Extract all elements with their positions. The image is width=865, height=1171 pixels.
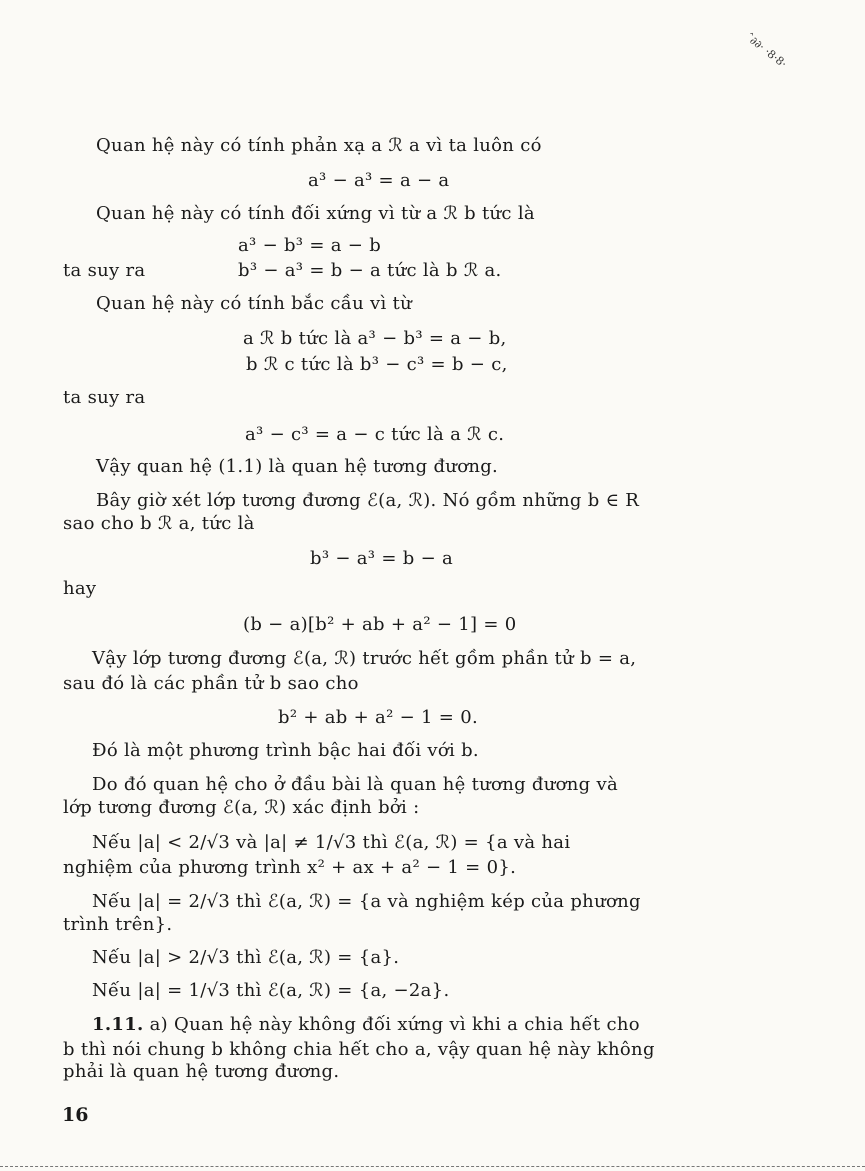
- corner-mark: ˆ∂∂· ·8·8·: [743, 30, 790, 71]
- text-line: Quan hệ này có tính bắc cầu vì từ: [96, 293, 412, 314]
- text-line: [92, 1014, 640, 1035]
- equation-line: a³ − a³ = a − a: [308, 170, 450, 191]
- text-line: Vậy lớp tương đương ℰ(a, ℛ) trước hết gồm phần tử b = a,: [92, 648, 637, 669]
- text-line: Nếu |a| < 2/√3 và |a| ≠ 1/√3 thì ℰ(a, ℛ) = {a và hai: [92, 832, 571, 853]
- page-number: 16: [62, 1104, 89, 1126]
- equation-line: b³ − a³ = b − a tức là b ℛ a.: [238, 260, 502, 281]
- page-edge-rule: [0, 1166, 865, 1167]
- text-line: nghiệm của phương trình x² + ax + a² − 1 = 0}.: [63, 857, 517, 878]
- equation-line: a³ − b³ = a − b: [238, 235, 382, 256]
- equation-line: a ℛ b tức là a³ − b³ = a − b,: [243, 328, 507, 349]
- equation-line: b³ − a³ = b − a: [310, 548, 454, 569]
- text-line: Quan hệ này có tính phản xạ a ℛ a vì ta luôn có: [96, 135, 542, 156]
- text-line: phải là quan hệ tương đương.: [63, 1061, 340, 1082]
- text-line: trình trên}.: [63, 914, 173, 935]
- text-line: hay: [63, 578, 97, 599]
- equation-line: b² + ab + a² − 1 = 0.: [278, 707, 478, 728]
- text-line: Do đó quan hệ cho ở đầu bài là quan hệ tương đương và: [92, 774, 619, 795]
- text-line: Bây giờ xét lớp tương đương ℰ(a, ℛ). Nó gồm những b ∈ R: [96, 490, 640, 511]
- text-line: sao cho b ℛ a, tức là: [63, 513, 255, 534]
- equation-line: a³ − c³ = a − c tức là a ℛ c.: [245, 424, 505, 445]
- text-line: Nếu |a| > 2/√3 thì ℰ(a, ℛ) = {a}.: [92, 947, 400, 968]
- text-fragment: a) Quan hệ này không đối xứng vì khi a chia hết cho: [149, 1014, 640, 1035]
- text-line: Quan hệ này có tính đối xứng vì từ a ℛ b tức là: [96, 203, 535, 224]
- text-line: Đó là một phương trình bậc hai đối với b.: [92, 740, 479, 761]
- equation-line: (b − a)[b² + ab + a² − 1] = 0: [243, 614, 517, 635]
- text-line: Nếu |a| = 1/√3 thì ℰ(a, ℛ) = {a, −2a}.: [92, 980, 450, 1001]
- text-line: Vậy quan hệ (1.1) là quan hệ tương đương.: [96, 456, 499, 477]
- text-line: ta suy ra: [63, 260, 146, 281]
- text-line: sau đó là các phần tử b sao cho: [63, 673, 359, 694]
- text-line: b thì nói chung b không chia hết cho a, vậy quan hệ này không: [63, 1039, 655, 1060]
- text-line: ta suy ra: [63, 387, 146, 408]
- text-line: lớp tương đương ℰ(a, ℛ) xác định bởi :: [63, 797, 420, 818]
- text-line: Nếu |a| = 2/√3 thì ℰ(a, ℛ) = {a và nghiệm kép của phương: [92, 891, 641, 912]
- equation-line: b ℛ c tức là b³ − c³ = b − c,: [246, 354, 508, 375]
- exercise-number: 1.11.: [92, 1014, 144, 1035]
